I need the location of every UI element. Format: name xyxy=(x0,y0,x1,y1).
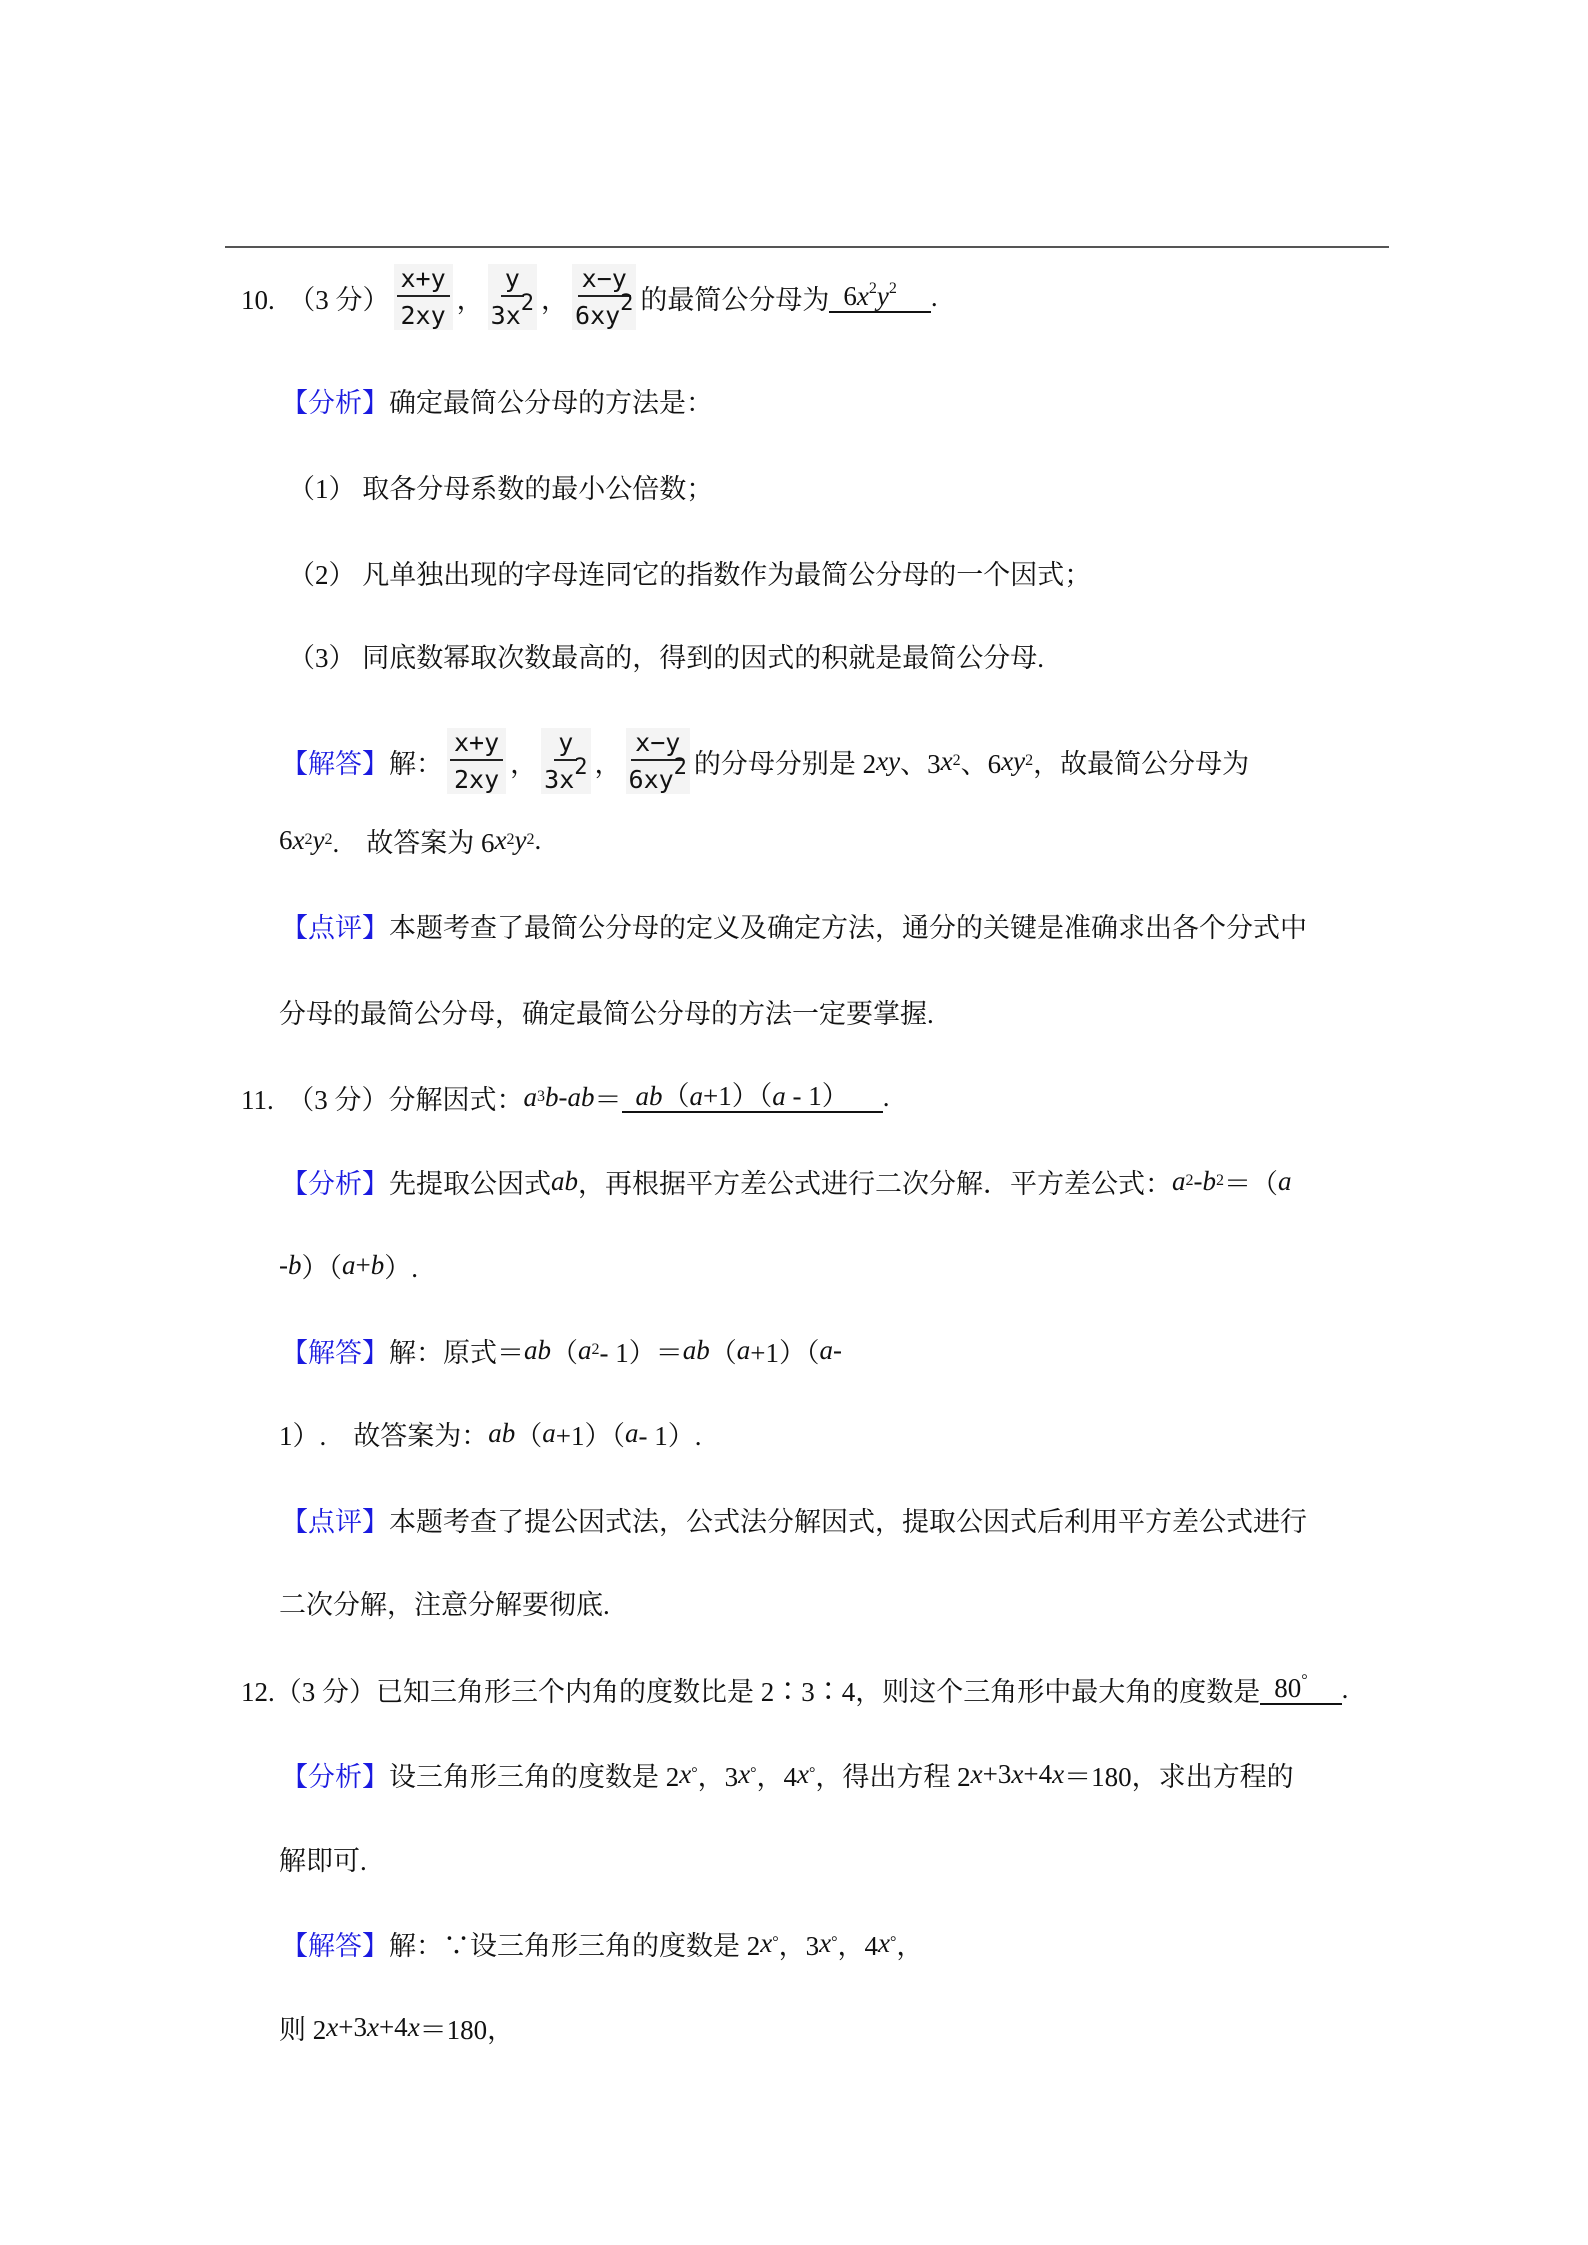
text-run: 设三角形三角的度数是 2 xyxy=(389,1761,680,1792)
denominator-base: 2xy xyxy=(400,301,446,330)
math-variable: ab xyxy=(551,1165,578,1196)
math-variable: x xyxy=(970,1758,983,1789)
text-run: 本题考查了提公因式法，公式法分解因式，提取公因式后利用平方差公式进行 xyxy=(389,1506,1307,1537)
denominator-base: 2xy xyxy=(454,765,500,794)
text-run: ，故最简公分母为 xyxy=(1033,748,1250,779)
math-variable: a xyxy=(624,1417,639,1448)
text-run: +3 xyxy=(338,2011,367,2042)
text-run: 12.（3 分）已知三角形三个内角的度数比是 2∶3∶4，则这个三角形中最大角的度数是 xyxy=(241,1676,1261,1707)
text-run: . xyxy=(930,281,938,312)
math-variable: b xyxy=(288,1249,302,1280)
text-run: 解： xyxy=(389,748,443,779)
fraction xyxy=(447,728,506,794)
denominator-exponent: 2 xyxy=(620,291,634,316)
text-run: 解：∵设三角形三角的度数是 2 xyxy=(389,1930,761,1961)
math-variable: ab xyxy=(488,1417,516,1448)
comment-line xyxy=(281,1474,1307,1564)
text-run: 解：原式＝ xyxy=(389,1337,524,1368)
text-line xyxy=(288,527,1091,617)
math-variable: y xyxy=(876,281,889,311)
math-variable: x xyxy=(366,2011,379,2042)
math-variable: a xyxy=(689,1081,703,1111)
text-run: ， xyxy=(896,1930,924,1961)
answer-blank xyxy=(1260,1673,1341,1705)
math-variable: x xyxy=(679,1758,692,1789)
denominator-exponent: 2 xyxy=(673,755,687,780)
text-run: 11. （3 分）分解因式： xyxy=(241,1084,524,1115)
math-variable: x xyxy=(407,2011,420,2042)
text-run: 的分母分别是 2 xyxy=(693,748,877,779)
analysis-line: 【分析】 先提取公因式 ab ，再根据平方差公式进行二次分解．平方差公式： a 2 - b 2 ＝（ a xyxy=(281,1136,1292,1226)
section-label: 【点评】 xyxy=(281,912,389,943)
math-variable: a xyxy=(736,1334,751,1365)
text-run: - 1） xyxy=(785,1081,849,1111)
text-run: ＝180， xyxy=(419,2014,515,2045)
text-run: （1） 取各分母系数的最小公倍数； xyxy=(288,473,714,504)
math-variable: b xyxy=(1202,1165,1216,1196)
fraction-denominator xyxy=(628,755,687,794)
answer-blank xyxy=(622,1081,883,1113)
text-run: . xyxy=(1341,1673,1349,1704)
text-run: ， xyxy=(510,748,538,779)
fraction-numerator: x−y xyxy=(631,728,684,761)
math-variable: x xyxy=(856,281,869,311)
text-run: + xyxy=(355,1249,371,1280)
fraction xyxy=(488,264,537,330)
math-variable: a xyxy=(819,1334,833,1365)
fraction-numerator: y xyxy=(501,264,524,297)
text-run: . xyxy=(534,824,542,855)
math-variable: x xyxy=(326,2011,339,2042)
math-variable: a xyxy=(342,1249,356,1280)
text-run: ， xyxy=(541,284,569,315)
text-run: （ xyxy=(709,1337,737,1368)
text-run: 二次分解，注意分解要彻底. xyxy=(279,1589,610,1620)
text-run: ，4 xyxy=(837,1930,879,1961)
analysis-line xyxy=(281,355,713,445)
text-run: 、3 xyxy=(900,748,941,779)
text-run: ＝ xyxy=(594,1084,622,1115)
math-variable: x xyxy=(819,1927,832,1958)
text-run: 6 xyxy=(279,824,293,855)
text-run: （ xyxy=(515,1420,543,1451)
text-run: （ xyxy=(662,1081,690,1111)
text-run: 先提取公因式 xyxy=(389,1168,551,1199)
fraction-numerator: y xyxy=(554,728,577,761)
text-run: 10. （3 分） xyxy=(241,284,390,315)
text-run: +1）（ xyxy=(555,1420,625,1451)
math-variable: b xyxy=(545,1081,559,1112)
fraction-denominator xyxy=(401,297,446,330)
section-label: 【分析】 xyxy=(281,387,389,418)
section-label: 【分析】 xyxy=(281,1168,389,1199)
section-label: 【点评】 xyxy=(281,1506,389,1537)
text-run: ，4 xyxy=(756,1761,798,1792)
text-run: 的最简公分母为 xyxy=(640,284,830,315)
question-10-line xyxy=(241,252,938,342)
text-run: - xyxy=(832,1334,842,1365)
text-line xyxy=(279,966,934,1056)
section-label: 【解答】 xyxy=(281,1930,389,1961)
text-line xyxy=(279,1982,514,2072)
denominator-base: 3x xyxy=(544,765,575,794)
fraction xyxy=(541,728,590,794)
text-run: 本题考查了最简公分母的定义及确定方法，通分的关键是准确求出各个分式中 xyxy=(389,912,1307,943)
text-line xyxy=(279,1557,610,1647)
fraction-denominator xyxy=(544,755,588,794)
text-run: 80 xyxy=(1274,1673,1302,1703)
denominator-base: 6xy xyxy=(628,765,674,794)
text-run: 则 2 xyxy=(279,2014,327,2045)
math-variable: x xyxy=(797,1758,810,1789)
section-label: 【解答】 xyxy=(281,748,389,779)
math-variable: a xyxy=(1278,1165,1292,1196)
fraction-denominator xyxy=(454,761,499,794)
math-variable: b xyxy=(370,1249,385,1280)
fraction xyxy=(394,264,453,330)
text-run: - xyxy=(279,1249,288,1280)
superscript: ° xyxy=(1301,1672,1308,1689)
question-11-line: 11. （3 分）分解因式： a 3 b - ab ＝ ab（a+1）（a - 1） . xyxy=(241,1052,889,1142)
fraction-numerator: x+y xyxy=(450,728,503,761)
math-variable: ab xyxy=(635,1081,663,1111)
text-line: 6 x 2 y 2 . 故答案为 6 x 2 y 2 . xyxy=(279,795,541,885)
math-variable: x xyxy=(760,1927,773,1958)
answer-blank xyxy=(829,281,930,313)
section-label: 【分析】 xyxy=(281,1761,389,1792)
math-variable: a xyxy=(523,1081,537,1112)
denominator-base: 3x xyxy=(490,301,521,330)
text-run: +4 xyxy=(1023,1758,1053,1789)
text-line xyxy=(288,610,1044,700)
math-variable: a xyxy=(1172,1165,1186,1196)
text-run: ，再根据平方差公式进行二次分解．平方差公式： xyxy=(578,1168,1172,1199)
text-run: - xyxy=(558,1081,568,1112)
fraction-denominator xyxy=(575,291,634,330)
fraction-numerator: x+y xyxy=(397,264,450,297)
superscript: 2 xyxy=(868,280,877,297)
text-run: 分母的最简公分母，确定最简公分母的方法一定要掌握. xyxy=(279,998,934,1029)
text-run: ，3 xyxy=(778,1930,820,1961)
text-run: ， xyxy=(594,748,622,779)
math-variable: y xyxy=(514,824,527,855)
solution-line: 【解答】 解： $\frac{x+y}{2xy}$ ， $\frac{y}{3x^2}$ ， $\frac{x-y}{6xy^2}$ 的分母分别是 2 xy 、3 x 2 、6 xy 2 ，故最简公分母为 xyxy=(281,728,1250,794)
math-variable: x xyxy=(1011,1758,1024,1789)
text-run: +4 xyxy=(378,2011,408,2042)
text-run: . xyxy=(882,1081,890,1112)
text-run: - 1）＝ xyxy=(599,1337,683,1368)
text-run: ）（ xyxy=(301,1252,342,1283)
text-line xyxy=(279,1388,701,1478)
text-run: （ xyxy=(551,1337,578,1368)
text-run: 6 xyxy=(843,281,857,311)
text-run: （2） 凡单独出现的字母连同它的指数作为最简公分母的一个因式； xyxy=(288,559,1092,590)
text-run: 1）. 故答案为： xyxy=(279,1420,489,1451)
text-line xyxy=(288,441,713,531)
solution-line: 【解答】 解：原式＝ ab （ a 2 - 1）＝ ab （ a +1）（ a - xyxy=(281,1305,842,1395)
text-run: ， xyxy=(456,284,484,315)
denominator-exponent: 2 xyxy=(574,755,588,780)
text-run: 确定最简公分母的方法是： xyxy=(389,387,713,418)
math-variable: x xyxy=(292,824,305,855)
section-label: 【解答】 xyxy=(281,1337,389,1368)
fraction xyxy=(572,264,636,330)
math-variable: a xyxy=(772,1081,786,1111)
math-variable: ab xyxy=(524,1334,551,1365)
analysis-line: 【分析】 设三角形三角的度数是 2 x ° ，3 x ° ，4 x ° ，得出方程 2 x +3 x +4 x ＝180，求出方程的 xyxy=(281,1729,1294,1819)
solution-line: 【解答】 解：∵设三角形三角的度数是 2 x ° ，3 x ° ，4 x ° ， xyxy=(281,1898,923,1988)
text-run: - xyxy=(1193,1165,1203,1196)
math-variable: x xyxy=(878,1927,891,1958)
math-variable: a xyxy=(542,1417,556,1448)
text-run: ＝（ xyxy=(1224,1168,1278,1199)
math-variable: x xyxy=(1052,1758,1065,1789)
math-variable: a xyxy=(578,1334,592,1365)
text-run: 、6 xyxy=(960,748,1002,779)
math-variable: ab xyxy=(682,1334,710,1365)
header-divider xyxy=(225,246,1389,248)
text-run: ，3 xyxy=(697,1761,739,1792)
text-run: +1）（ xyxy=(703,1081,773,1111)
text-run: +1）（ xyxy=(750,1337,820,1368)
text-run: （3） 同底数幂取次数最高的，得到的因式的积就是最简公分母. xyxy=(288,642,1044,673)
math-variable: x xyxy=(494,824,507,855)
math-variable: y xyxy=(312,824,325,855)
fraction-denominator xyxy=(490,291,535,330)
text-line xyxy=(279,1813,367,1903)
comment-line xyxy=(281,880,1307,970)
text-run: +3 xyxy=(982,1758,1012,1789)
fraction-numerator: x−y xyxy=(578,264,631,297)
superscript: 2 xyxy=(888,280,897,297)
denominator-exponent: 2 xyxy=(520,291,535,316)
text-line xyxy=(279,1220,418,1310)
math-variable: xy xyxy=(1001,745,1026,776)
math-variable: x xyxy=(738,1758,751,1789)
text-run: ）. xyxy=(384,1252,418,1283)
question-12-line xyxy=(241,1644,1348,1734)
text-run: . 故答案为 6 xyxy=(332,827,495,858)
math-variable: xy xyxy=(876,745,901,776)
text-run: ，得出方程 2 xyxy=(815,1761,971,1792)
math-variable: ab xyxy=(567,1081,595,1112)
denominator-base: 6xy xyxy=(575,301,621,330)
fraction xyxy=(626,728,690,794)
math-variable: x xyxy=(940,745,953,776)
text-run: 解即可. xyxy=(279,1845,367,1876)
text-run: - 1）. xyxy=(638,1420,702,1451)
text-run: ＝180，求出方程的 xyxy=(1064,1761,1294,1792)
